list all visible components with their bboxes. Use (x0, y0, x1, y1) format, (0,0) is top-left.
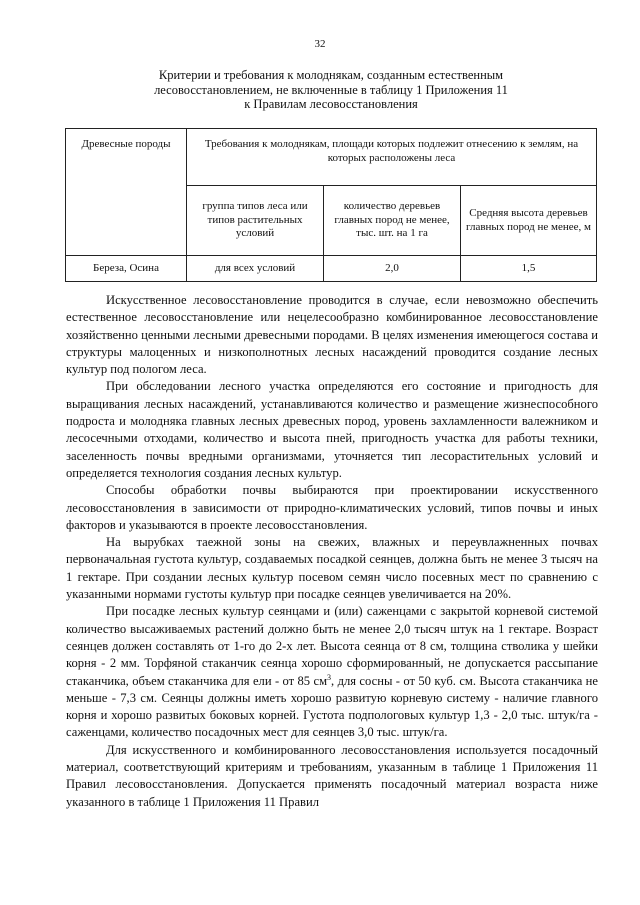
header-species: Древесные породы (66, 129, 187, 256)
paragraph (66, 603, 598, 741)
document-title (120, 68, 542, 112)
title-line: к Правилам лесовосстановления (244, 97, 418, 111)
requirements-table (65, 128, 597, 282)
cell-count: 2,0 (324, 256, 461, 282)
title-line: лесовосстановлением, не включенные в таблицу 1 Приложения 11 (154, 82, 508, 97)
table-row (66, 256, 597, 282)
subheader-forest-type: группа типов леса или типов растительных условий (187, 186, 324, 256)
paragraph: На вырубках таежной зоны на свежих, влажных и переувлажненных почвах первоначальная густота культур, создаваемых посадкой сеянцев, должна быть не менее 3 тысяч на 1 гектаре. При создании лесных культур посевом семян число посевных мест по сравнению с указанными нормами густоты культур при посадке сеянцев увеличивается на 20%. (66, 535, 598, 602)
cell-species: Береза, Осина (66, 256, 187, 282)
cell-conditions: для всех условий (187, 256, 324, 282)
table-header-row (66, 129, 597, 186)
paragraph-part: , для сосны - от 50 куб. см. Высота стаканчика не меньше - 7,3 см. Сеянцы должны иметь хорошо развитую корневую систему - наличие главного корня и хорошо развитых боковых корней. Густота подпологовых культур 1,3 - 2,0 тыс. штук/га - саженцами, количество посадочных мест для сеянцев 3,0 тыс. штук/га. (66, 673, 598, 740)
subheader-avg-height: Средняя высота деревьев главных пород не менее, м (461, 186, 597, 256)
paragraph: Способы обработки почвы выбираются при проектировании искусственного лесовосстановления в зависимости от природно-климатических условий, типов почвы и иных факторов и указываются в проекте лесовосстановления. (66, 483, 598, 532)
page-number: 32 (314, 38, 326, 50)
header-requirements: Требования к молоднякам, площади которых подлежит отнесению к землям, на которых расположены леса (187, 129, 597, 186)
subheader-tree-count: количество деревьев главных пород не менее, тыс. шт. на 1 га (324, 186, 461, 256)
paragraph: Для искусственного и комбинированного лесовосстановления используется посадочный материал, соответствующий критериям и требованиям, указанным в таблице 1 Приложения 11 Правил лесовосстановления. Допускается применять посадочный материал возраста ниже указанного в таблице 1 Приложения 11 Правил (66, 742, 598, 809)
title-line: Критерии и требования к молоднякам, созданным естественным (158, 68, 504, 82)
paragraph: При обследовании лесного участка определяются его состояние и пригодность для выращивания лесных насаждений, устанавливаются количество и размещение жизнеспособного подроста и молодняка главных лесных древесных пород, уровень захламленности валежником и лесосечными отходами, количество и высота пней, пригодность участка для работы техники, заселенность почвы вредными организмами, уточняется тип лесорастительных условий и определяется технология создания лесных культур. (66, 379, 598, 480)
superscript: 3 (327, 672, 332, 682)
paragraph: Искусственное лесовосстановление проводится в случае, если невозможно обеспечить естественное лесовосстановление или нецелесообразно комбинированное лесовосстановление хозяйственно ценными лесными древесными породами. В целях изменения имеющегося состава и структуры малоценных и низкополнотных лесных насаждений проводится создание лесных культур под пологом леса. (66, 293, 598, 377)
body-text (66, 292, 598, 811)
cell-height: 1,5 (461, 256, 597, 282)
paragraph-part: При посадке лесных культур сеянцами и (или) саженцами с закрытой корневой системой количество высаживаемых растений должно быть не менее 2,0 тысяч штук на 1 гектаре. Возраст сеянцев должен составлять от 1-го до 2-х лет. Высота сеянца от 8 см, толщина стволика у шейки корня - 2 мм. Торфяной стаканчик сеянца хорошо сформированный, не допускается рассыпание стаканчика, объем стаканчика для ели - от 85 см (66, 604, 598, 688)
